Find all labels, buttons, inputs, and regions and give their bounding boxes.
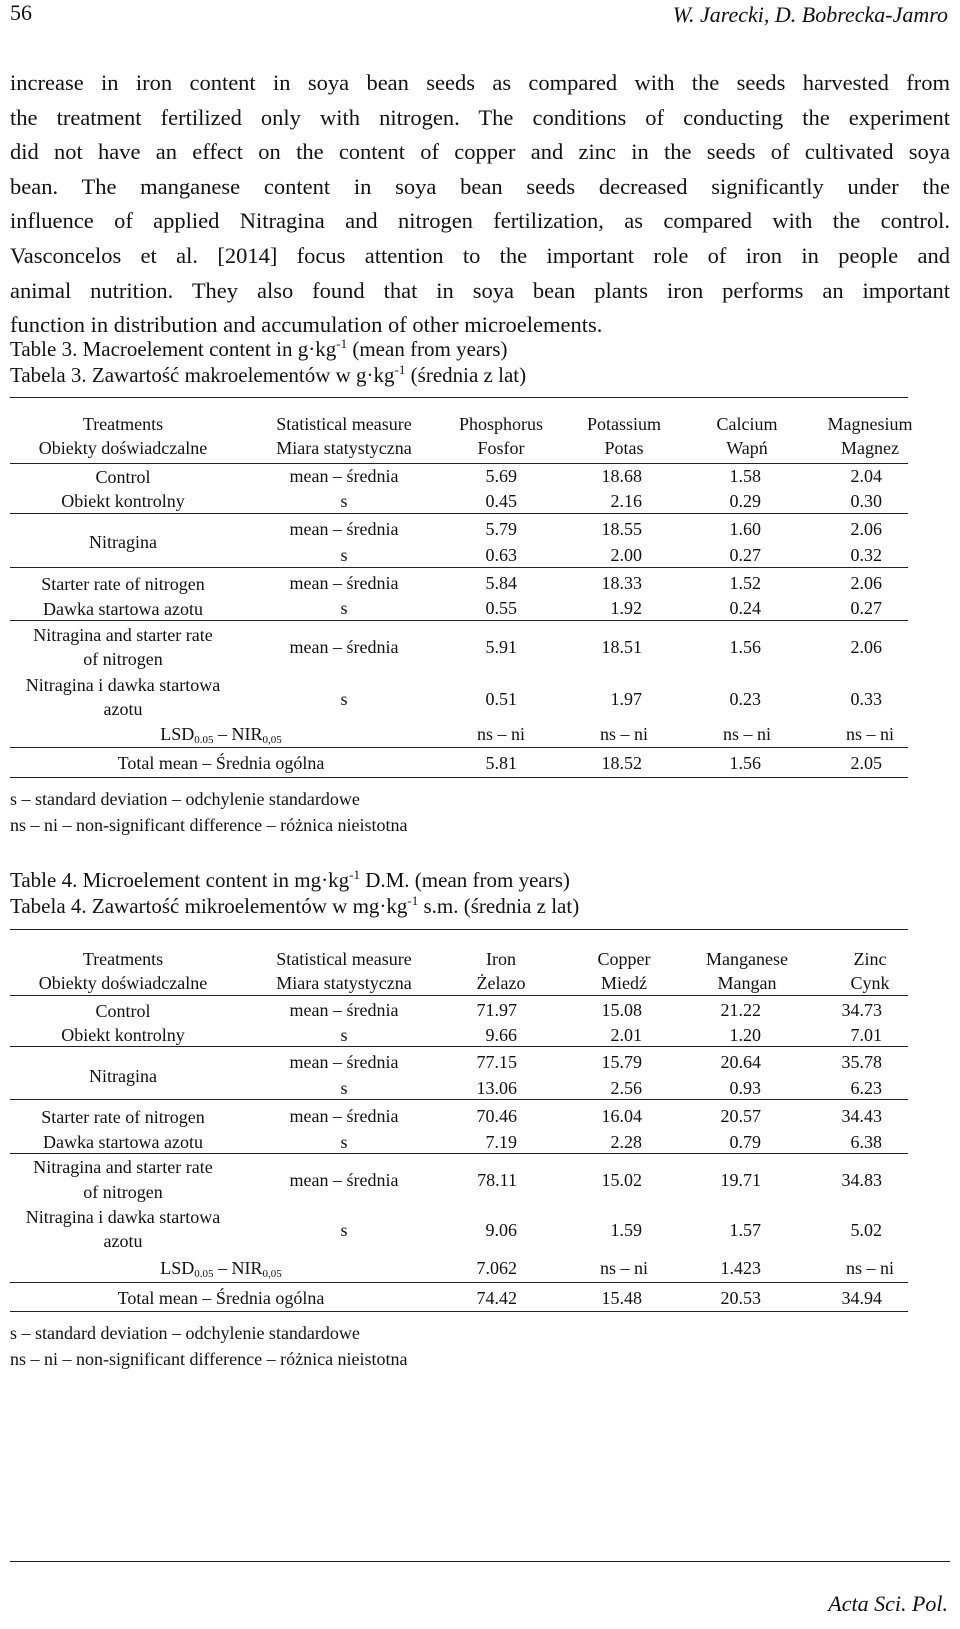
total-mean-value: 34.94 (841, 1288, 882, 1308)
lsd-value: ns – ni (599, 1258, 648, 1278)
lsd-rule (10, 747, 908, 748)
col-header-3: Calcium (716, 414, 778, 434)
data-cell: 0.79 (729, 1132, 761, 1152)
group-rule (10, 567, 908, 568)
data-cell: 2.56 (610, 1078, 642, 1098)
lsd-label: $LSD_{0.05} - NIR_{0,05}$ (160, 724, 282, 746)
col-header-3: Manganese (706, 949, 788, 969)
lsd-value: ns – ni (476, 724, 525, 744)
data-cell: 0.51 (485, 689, 517, 709)
total-mean-value: 5.81 (485, 753, 517, 773)
col-header-1-pl: Żelazo (476, 973, 526, 993)
col-header-2: Potassium (586, 414, 661, 434)
footer-rule (10, 1561, 950, 1562)
data-cell: 0.30 (850, 491, 882, 511)
data-cell: 5.69 (485, 466, 517, 486)
col-header-measure-pl: Miara statystyczna (276, 438, 412, 458)
table-footnote: ns – ni – non-significant difference – różnica nieistotna (10, 815, 408, 835)
table-caption-pl: Tabela 3. Zawartość makroelementów w $g\cdot kg^{-1}$ (średnia z lat) (10, 362, 527, 387)
treatment-label: Nitragina and starter rate (33, 625, 213, 645)
statistical-measure: mean – średnia (289, 466, 399, 486)
data-cell: 2.04 (850, 466, 882, 486)
statistical-measure: s (340, 1078, 348, 1098)
total-mean-value: 15.48 (601, 1288, 642, 1308)
data-cell: 1.52 (729, 573, 761, 593)
statistical-measure: mean – średnia (289, 637, 399, 657)
statistical-measure: s (340, 1220, 348, 1240)
data-cell: 9.06 (485, 1220, 517, 1240)
treatment-label: Nitragina (89, 1066, 157, 1086)
data-cell: 0.24 (729, 598, 761, 618)
data-cell: 2.06 (850, 573, 882, 593)
table-bottom-rule (10, 777, 908, 778)
data-cell: 0.55 (485, 598, 517, 618)
lsd-rule (10, 1282, 908, 1283)
data-cell: 0.63 (485, 545, 517, 565)
treatment-label: of nitrogen (83, 1182, 163, 1202)
data-cell: 20.64 (720, 1052, 761, 1072)
col-header-4: Zinc (853, 949, 887, 969)
treatment-label: Starter rate of nitrogen (41, 1107, 205, 1127)
body-paragraph (10, 66, 950, 343)
statistical-measure: mean – średnia (289, 1052, 399, 1072)
data-cell: 7.01 (850, 1025, 882, 1045)
statistical-measure: mean – średnia (289, 1170, 399, 1190)
col-header-3-pl: Mangan (717, 973, 777, 993)
data-cell: 78.11 (477, 1170, 517, 1190)
col-header-treatments-pl: Obiekty doświadczalne (38, 438, 208, 458)
group-rule (10, 513, 908, 514)
col-header-measure: Statistical measure (276, 414, 412, 434)
lsd-value: ns – ni (599, 724, 648, 744)
statistical-measure: s (340, 689, 348, 709)
data-cell: 0.27 (850, 598, 882, 618)
page-number: 56 (10, 0, 32, 25)
col-header-treatments: Treatments (82, 414, 164, 434)
col-header-2: Copper (597, 949, 651, 969)
data-cell: 70.46 (476, 1106, 517, 1126)
data-cell: 34.83 (841, 1170, 882, 1190)
treatment-label: Control (95, 467, 151, 487)
data-cell: 21.22 (720, 1000, 761, 1020)
data-cell: 77.15 (476, 1052, 517, 1072)
treatment-label: azotu (103, 699, 143, 719)
treatment-label: Dawka startowa azotu (43, 1132, 203, 1152)
col-header-4-pl: Cynk (850, 973, 890, 993)
total-mean-value: 1.56 (729, 753, 761, 773)
data-cell: 2.06 (850, 519, 882, 539)
data-cell: 1.59 (610, 1220, 642, 1240)
lsd-value: ns – ni (845, 724, 894, 744)
data-cell: 16.04 (601, 1106, 642, 1126)
treatment-label: of nitrogen (83, 649, 163, 669)
data-cell: 34.73 (841, 1000, 882, 1020)
table-top-rule (10, 397, 908, 398)
data-cell: 0.29 (729, 491, 761, 511)
treatment-label: Nitragina and starter rate (33, 1157, 213, 1177)
data-cell: 2.00 (610, 545, 642, 565)
table-caption-en: Table 4. Microelement content in $mg\cdot kg^{-1}$ D.M. (mean from years) (10, 867, 570, 892)
data-cell: 2.28 (610, 1132, 642, 1152)
table-caption-en: Table 3. Macroelement content in $g\cdot kg^{-1}$ (mean from years) (10, 336, 508, 361)
data-cell: 1.20 (729, 1025, 761, 1045)
treatment-label: azotu (103, 1231, 143, 1251)
statistical-measure: mean – średnia (289, 519, 399, 539)
data-cell: 2.06 (850, 637, 882, 657)
table-footnote: s – standard deviation – odchylenie standardowe (10, 789, 360, 809)
data-cell: 6.23 (850, 1078, 882, 1098)
total-mean-value: 20.53 (720, 1288, 761, 1308)
data-cell: 6.38 (850, 1132, 882, 1152)
group-rule (10, 1099, 908, 1100)
statistical-measure: mean – średnia (289, 1000, 399, 1020)
col-header-4: Magnesium (827, 414, 913, 434)
data-cell: 18.51 (601, 637, 642, 657)
lsd-label: $LSD_{0.05} - NIR_{0,05}$ (160, 1258, 282, 1280)
data-cell: 1.57 (729, 1220, 761, 1240)
treatment-label: Obiekt kontrolny (61, 491, 185, 511)
treatment-label: Dawka startowa azotu (43, 599, 203, 619)
data-cell: 0.93 (729, 1078, 761, 1098)
paragraph-line: bean. The manganese content in soya bean seeds decreased significantly under the (10, 173, 950, 199)
group-rule (10, 1153, 908, 1154)
treatment-label: Control (95, 1001, 151, 1021)
data-cell: 1.60 (729, 519, 761, 539)
data-cell: 2.01 (610, 1025, 642, 1045)
data-cell: 1.56 (729, 637, 761, 657)
table-top-rule (10, 929, 908, 930)
col-header-treatments: Treatments (82, 949, 164, 969)
lsd-value: ns – ni (722, 724, 771, 744)
data-cell: 1.92 (610, 598, 642, 618)
table-header-rule (10, 995, 908, 996)
data-cell: 18.33 (601, 573, 642, 593)
data-cell: 1.58 (729, 466, 761, 486)
total-mean-value: 2.05 (850, 753, 882, 773)
data-cell: 19.71 (720, 1170, 761, 1190)
data-cell: 35.78 (841, 1052, 882, 1072)
data-cell: 9.66 (485, 1025, 517, 1045)
data-cell: 0.23 (729, 689, 761, 709)
paragraph-line: did not have an effect on the content of copper and zinc in the seeds of cultivated soya (10, 139, 950, 165)
total-mean-label: Total mean – Średnia ogólna (117, 1288, 325, 1308)
total-mean-label: Total mean – Średnia ogólna (117, 753, 325, 773)
group-rule (10, 620, 908, 621)
col-header-measure: Statistical measure (276, 949, 412, 969)
total-mean-value: 18.52 (601, 753, 642, 773)
statistical-measure: s (340, 1132, 348, 1152)
table-footnote: s – standard deviation – odchylenie standardowe (10, 1323, 360, 1343)
statistical-measure: mean – średnia (289, 1106, 399, 1126)
group-rule (10, 1046, 908, 1047)
col-header-1: Phosphorus (458, 414, 543, 434)
table-bottom-rule (10, 1311, 908, 1312)
data-cell: 0.45 (485, 491, 517, 511)
data-cell: 1.97 (610, 689, 642, 709)
data-cell: 13.06 (476, 1078, 517, 1098)
paragraph-line: animal nutrition. They also found that in soya bean plants iron performs an important (10, 277, 950, 303)
data-cell: 2.16 (610, 491, 642, 511)
data-cell: 71.97 (476, 1000, 517, 1020)
treatment-label: Nitragina i dawka startowa (25, 1207, 221, 1227)
lsd-value: ns – ni (845, 1258, 894, 1278)
data-cell: 20.57 (720, 1106, 761, 1126)
data-cell: 15.08 (601, 1000, 642, 1020)
data-cell: 18.68 (601, 466, 642, 486)
paragraph-line: Vasconcelos et al. [2014] focus attention to the important role of iron in people and (10, 242, 950, 268)
total-mean-value: 74.42 (476, 1288, 517, 1308)
data-cell: 0.33 (850, 689, 882, 709)
data-cell: 5.02 (850, 1220, 882, 1240)
col-header-2-pl: Potas (604, 438, 644, 458)
running-header-authors: W. Jarecki, D. Bobrecka-Jamro (672, 2, 948, 27)
data-cell: 5.84 (485, 573, 517, 593)
data-cell: 7.19 (485, 1132, 517, 1152)
col-header-2-pl: Miedź (601, 973, 647, 993)
table-caption-pl: Tabela 4. Zawartość mikroelementów w $mg\cdot kg^{-1}$ s.m. (średnia z lat) (10, 893, 580, 918)
treatment-label: Nitragina i dawka startowa (25, 675, 221, 695)
col-header-3-pl: Wapń (726, 438, 768, 458)
data-cell: 34.43 (841, 1106, 882, 1126)
data-cell: 15.02 (601, 1170, 642, 1190)
data-cell: 5.91 (485, 637, 517, 657)
data-cell: 15.79 (601, 1052, 642, 1072)
data-cell: 0.27 (729, 545, 761, 565)
paragraph-line: the treatment fertilized only with nitrogen. The conditions of conducting the experiment (10, 104, 950, 130)
col-header-1: Iron (486, 949, 516, 969)
paragraph-line: influence of applied Nitragina and nitrogen fertilization, as compared with the control. (10, 208, 950, 234)
treatment-label: Nitragina (89, 532, 157, 552)
statistical-measure: s (340, 598, 348, 618)
lsd-value: 1.423 (720, 1258, 761, 1278)
col-header-1-pl: Fosfor (477, 438, 525, 458)
statistical-measure: s (340, 545, 348, 565)
data-cell: 5.79 (485, 519, 517, 539)
lsd-value: 7.062 (476, 1258, 517, 1278)
col-header-measure-pl: Miara statystyczna (276, 973, 412, 993)
data-cell: 0.32 (850, 545, 882, 565)
treatment-label: Starter rate of nitrogen (41, 574, 205, 594)
paragraph-line: function in distribution and accumulation of other microelements. (10, 312, 603, 338)
paragraph-line: increase in iron content in soya bean seeds as compared with the seeds harvested from (10, 70, 950, 95)
statistical-measure: s (340, 491, 348, 511)
table-footnote: ns – ni – non-significant difference – różnica nieistotna (10, 1349, 408, 1369)
data-cell: 18.55 (601, 519, 642, 539)
col-header-4-pl: Magnez (841, 438, 899, 458)
statistical-measure: mean – średnia (289, 573, 399, 593)
journal-name: Acta Sci. Pol. (828, 1591, 948, 1616)
col-header-treatments-pl: Obiekty doświadczalne (38, 973, 208, 993)
statistical-measure: s (340, 1025, 348, 1045)
treatment-label: Obiekt kontrolny (61, 1025, 185, 1045)
